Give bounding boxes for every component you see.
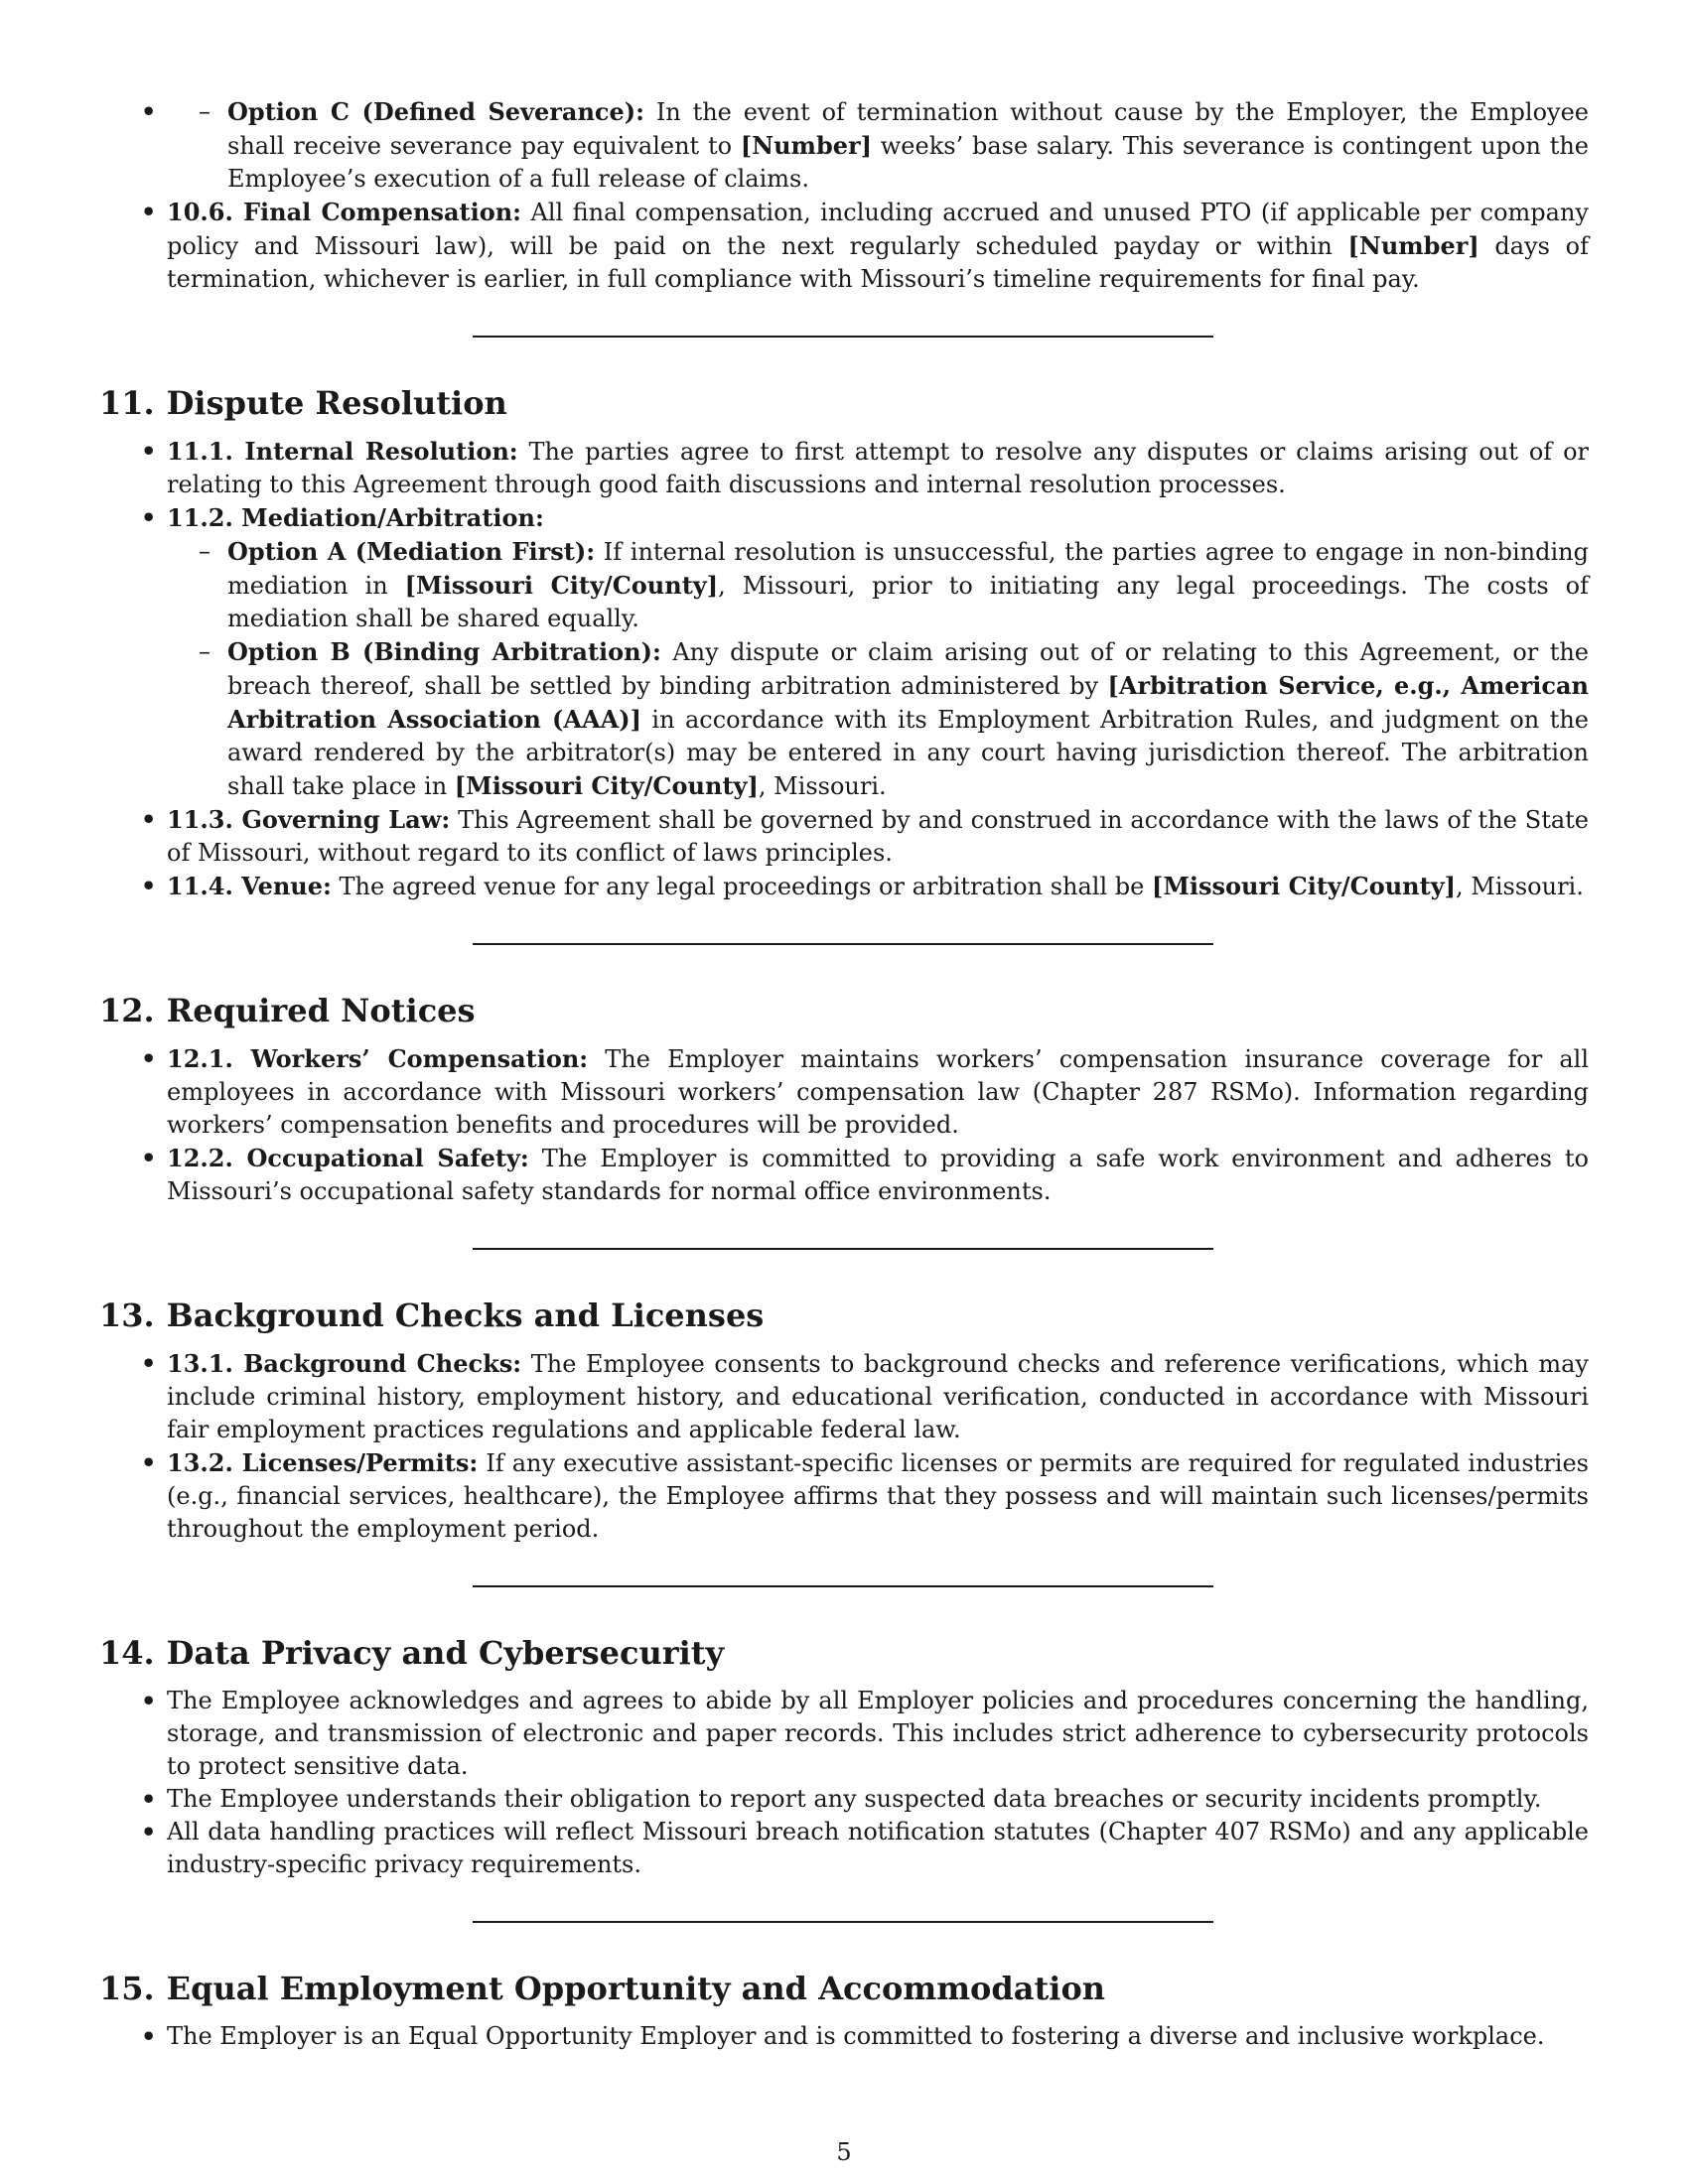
item-12-2 [99, 1142, 1589, 1208]
section-14-list [99, 1685, 1589, 1881]
item-10-6-text-1: All final compensation, including accrued and unused PTO (if applicable per company policy and Missouri law), will be paid on the next regularly scheduled payday or within [167, 199, 1589, 260]
option-c-label: Option C (Defined Severance): [227, 97, 645, 126]
option-c-defined-severance [167, 95, 1589, 196]
list-item: • The Employer is an Equal Opportunity Employer and is committed to fostering a diverse and inclusive workplace. [99, 2020, 1589, 2053]
section-15-list [99, 2020, 1589, 2053]
section-15-heading [99, 1969, 1589, 2008]
section-12-number: 12. [99, 992, 155, 1029]
document-page [99, 95, 1589, 2053]
section-12-title: Required Notices [166, 992, 476, 1029]
section-13-heading [99, 1296, 1589, 1335]
item-11-3-label: 11.3. Governing Law: [167, 805, 451, 834]
item-11-1-text: The parties agree to first attempt to resolve any disputes or claims arising out of or relating to this Agreement through good faith discussions and internal resolution processes. [167, 438, 1589, 498]
option-b-text-2: in accordance with its Employment Arbitration Rules, and judgment on the award rendered by the arbitrator(s) may be entered in any court having jurisdiction thereof. The arbitration shall take place in [227, 706, 1590, 800]
section-divider [473, 336, 1213, 338]
item-13-1-label: 13.1. Background Checks: [167, 1349, 522, 1378]
section-13-number: 13. [99, 1297, 155, 1334]
section-15-title: Equal Employment Opportunity and Accommodation [166, 1970, 1106, 2007]
item-12-2-label: 12.2. Occupational Safety: [167, 1144, 529, 1172]
item-12-1 [99, 1042, 1589, 1142]
item-11-1 [99, 435, 1589, 501]
item-11-2-options [99, 535, 1589, 803]
section-15-number: 15. [99, 1970, 155, 2007]
option-c-text-1: In the event of termination without cause by the Employer, the Employee shall receive severance pay equivalent to [227, 98, 1589, 160]
section-11-number: 11. [99, 384, 155, 422]
item-13-1 [99, 1347, 1589, 1446]
option-a-mediation-first [167, 535, 1589, 635]
page-number: 5 [836, 2138, 852, 2166]
item-11-4-text-1: The agreed venue for any legal proceedings or arbitration shall be [331, 873, 1152, 900]
item-12-1-label: 12.1. Workers’ Compensation: [167, 1044, 589, 1073]
section-11-list [99, 435, 1589, 903]
item-11-4-text-2: , Missouri. [1456, 873, 1584, 900]
item-11-4-placeholder: [Missouri City/County] [1151, 872, 1457, 900]
item-10-6-label: 10.6. Final Compensation: [167, 198, 522, 226]
item-13-2-text: If any executive assistant-specific licenses or permits are required for regulated industries (e.g., financial services, healthcare), the Employee affirms that they possess and will maintain such licenses/permits throughout the employment period. [167, 1449, 1589, 1543]
list-item: • The Employee understands their obligation to report any suspected data breaches or security incidents promptly. [99, 1783, 1589, 1816]
section-11-title: Dispute Resolution [166, 384, 507, 422]
item-11-2 [99, 501, 1589, 803]
section-10-5-continuation [99, 95, 1589, 196]
list-item: • All data handling practices will reflect Missouri breach notification statutes (Chapter 407 RSMo) and any applicable industry-specific privacy requirements. [99, 1816, 1589, 1881]
item-13-1-text: The Employee consents to background checks and reference verifications, which may include criminal history, employment history, and educational verification, conducted in accordance with Missouri fair employment practices regulations and applicable federal law. [167, 1350, 1589, 1443]
item-11-1-label: 11.1. Internal Resolution: [167, 437, 518, 466]
section-12-list [99, 1042, 1589, 1208]
item-13-2 [99, 1446, 1589, 1546]
section-10-continued [99, 95, 1589, 296]
option-b-placeholder-1: [Arbitration Service, e.g., American Arbitration Association (AAA)] [227, 671, 1589, 734]
section-13-list [99, 1347, 1589, 1546]
item-11-3 [99, 803, 1589, 870]
section-divider [473, 1248, 1213, 1250]
section-divider [473, 1585, 1213, 1587]
item-10-6-final-compensation [99, 196, 1589, 296]
section-14-title: Data Privacy and Cybersecurity [166, 1634, 725, 1672]
section-14-number: 14. [99, 1634, 155, 1672]
section-11-heading [99, 383, 1589, 423]
section-divider [473, 1921, 1213, 1923]
option-c-placeholder: [Number] [740, 131, 872, 160]
option-b-label: Option B (Binding Arbitration): [227, 637, 661, 666]
item-10-6-placeholder: [Number] [1347, 231, 1479, 260]
item-11-4 [99, 870, 1589, 903]
option-a-text-1: If internal resolution is unsuccessful, the parties agree to engage in non-binding mediation in [227, 538, 1589, 600]
option-b-placeholder-2: [Missouri City/County] [454, 771, 759, 800]
option-b-text-1: Any dispute or claim arising out of or relating to this Agreement, or the breach thereof, shall be settled by binding arbitration administered by [227, 638, 1590, 700]
option-a-label: Option A (Mediation First): [227, 537, 596, 566]
section-divider [473, 943, 1213, 945]
option-b-binding-arbitration [167, 635, 1589, 803]
option-b-text-3: , Missouri. [758, 772, 887, 800]
section-13-title: Background Checks and Licenses [166, 1297, 765, 1334]
list-item: • The Employee acknowledges and agrees to abide by all Employer policies and procedures concerning the handling, storage, and transmission of electronic and paper records. This includes strict adherence to cybersecurity protocols to protect sensitive data. [99, 1685, 1589, 1783]
item-10-6-text-2: days of termination, whichever is earlier, in full compliance with Missouri’s timeline requirements for final pay. [167, 232, 1589, 293]
section-12-heading [99, 991, 1589, 1030]
item-11-4-label: 11.4. Venue: [167, 872, 332, 900]
item-11-2-label: 11.2. Mediation/Arbitration: [167, 503, 544, 532]
option-a-text-2: , Missouri, prior to initiating any legal proceedings. The costs of mediation shall be shared equally. [227, 572, 1590, 632]
option-c-text-2: weeks’ base salary. This severance is contingent upon the Employee’s execution of a full release of claims. [227, 132, 1590, 193]
section-14-heading [99, 1633, 1589, 1673]
item-12-1-text: The Employer maintains workers’ compensation insurance coverage for all employees in accordance with Missouri workers’ compensation law (Chapter 287 RSMo). Information regarding workers’ compensation benefits and procedures will be provided. [167, 1045, 1589, 1139]
item-11-3-text: This Agreement shall be governed by and construed in accordance with the laws of the State of Missouri, without regard to its conflict of laws principles. [167, 806, 1589, 867]
option-a-placeholder: [Missouri City/County] [404, 571, 719, 600]
option-list [99, 95, 1589, 196]
item-12-2-text: The Employer is committed to providing a safe work environment and adheres to Missouri’s occupational safety standards for normal office environments. [167, 1145, 1589, 1205]
item-13-2-label: 13.2. Licenses/Permits: [167, 1448, 479, 1477]
